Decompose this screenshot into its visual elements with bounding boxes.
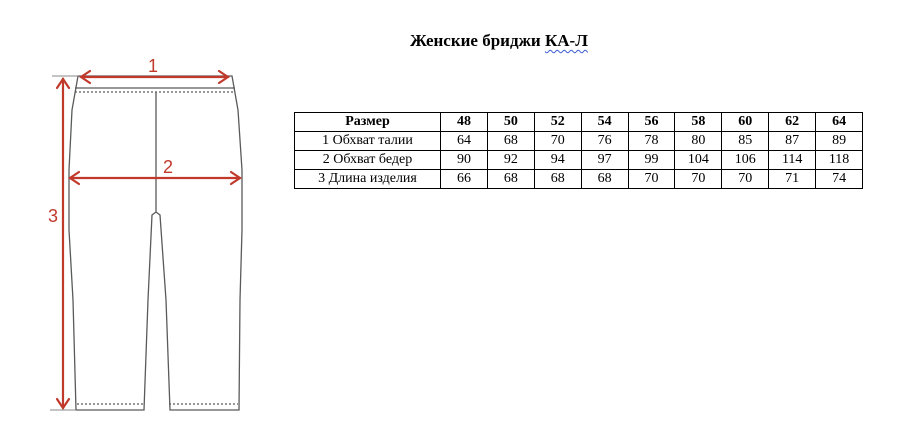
table-cell: 85 (722, 132, 769, 151)
table-cell: 89 (816, 132, 863, 151)
pants-outline (69, 76, 242, 410)
marker-2: 2 (163, 157, 174, 177)
table-row-hips (295, 151, 863, 170)
header-size: 48 (441, 113, 488, 132)
table-header-row (295, 113, 863, 132)
table-cell: 87 (769, 132, 816, 151)
header-size: 64 (816, 113, 863, 132)
marker-labels (48, 56, 173, 226)
table-cell: 66 (441, 170, 488, 189)
row-label: 3 Длина изделия (295, 170, 441, 189)
table-cell: 76 (581, 132, 628, 151)
table-cell: 71 (769, 170, 816, 189)
table-cell: 70 (628, 170, 675, 189)
table-cell: 74 (816, 170, 863, 189)
marker-3: 3 (48, 206, 59, 226)
table-cell: 80 (675, 132, 722, 151)
table-cell: 68 (581, 170, 628, 189)
pants-measurement-diagram (0, 0, 290, 442)
table-cell: 104 (675, 151, 722, 170)
table-cell: 68 (487, 170, 534, 189)
table-cell: 70 (534, 132, 581, 151)
header-size: 54 (581, 113, 628, 132)
header-size: 52 (534, 113, 581, 132)
measurement-lines (57, 71, 240, 408)
row-label: 1 Обхват талии (295, 132, 441, 151)
document-title (410, 31, 588, 51)
table-cell: 68 (487, 132, 534, 151)
table-cell: 92 (487, 151, 534, 170)
header-size: 56 (628, 113, 675, 132)
table-cell: 106 (722, 151, 769, 170)
table-cell: 118 (816, 151, 863, 170)
table-cell: 64 (441, 132, 488, 151)
table-cell: 94 (534, 151, 581, 170)
marker-1: 1 (148, 56, 159, 76)
row-label: 2 Обхват бедер (295, 151, 441, 170)
header-size: 62 (769, 113, 816, 132)
header-size: 60 (722, 113, 769, 132)
table-cell: 114 (769, 151, 816, 170)
table-cell: 70 (675, 170, 722, 189)
table-row-length (295, 170, 863, 189)
table-cell: 70 (722, 170, 769, 189)
table-cell: 99 (628, 151, 675, 170)
header-size: 50 (487, 113, 534, 132)
table-row-waist (295, 132, 863, 151)
table-cell: 68 (534, 170, 581, 189)
header-size-label: Размер (295, 113, 441, 132)
table-cell: 97 (581, 151, 628, 170)
table-cell: 90 (441, 151, 488, 170)
header-size: 58 (675, 113, 722, 132)
size-chart-table (294, 112, 863, 189)
title-prefix: Женские бриджи (410, 31, 545, 50)
table-cell: 78 (628, 132, 675, 151)
title-model: КА-Л (544, 31, 588, 50)
